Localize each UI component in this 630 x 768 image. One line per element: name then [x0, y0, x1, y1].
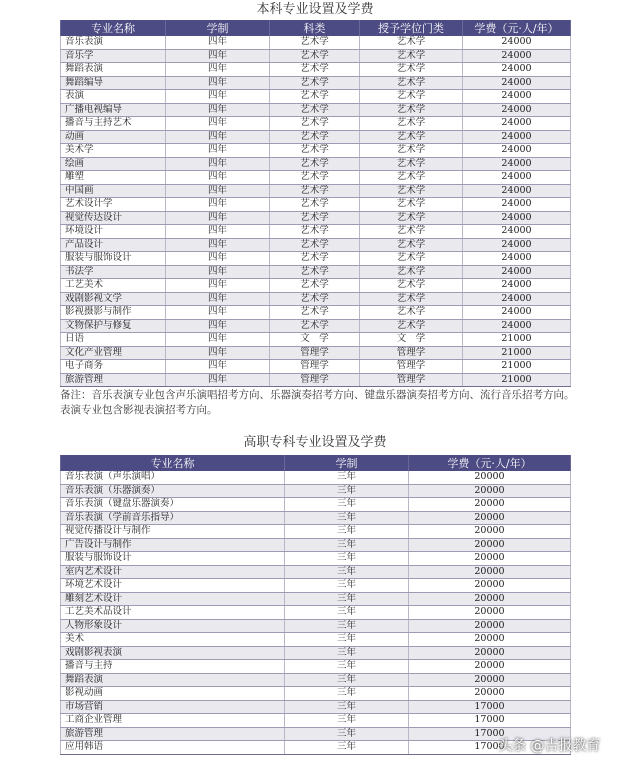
table-row	[61, 484, 571, 498]
cell-tuition: 24000	[463, 171, 571, 185]
cell-tuition: 24000	[463, 103, 571, 117]
cell-duration: 三年	[285, 646, 409, 660]
cell-major: 市场营销	[61, 700, 285, 714]
cell-major: 音乐表演（乐器演奏）	[61, 484, 285, 498]
cell-duration: 三年	[285, 498, 409, 512]
cell-tuition: 20000	[409, 633, 571, 647]
table-row	[61, 184, 571, 198]
cell-duration: 三年	[285, 525, 409, 539]
watermark: 头条 @吉报教育	[498, 738, 601, 754]
cell-degree: 艺术学	[360, 157, 463, 171]
cell-duration: 四年	[166, 171, 270, 185]
cell-major: 艺术设计学	[61, 198, 166, 212]
cell-tuition: 17000	[409, 714, 571, 728]
cell-tuition: 17000	[409, 700, 571, 714]
cell-category: 管理学	[270, 360, 360, 374]
cell-degree: 艺术学	[360, 319, 463, 333]
cell-duration: 四年	[166, 360, 270, 374]
table-row	[61, 714, 571, 728]
cell-major: 绘画	[61, 157, 166, 171]
table-row	[61, 525, 571, 539]
cell-tuition: 24000	[463, 117, 571, 131]
cell-major: 表演	[61, 90, 166, 104]
table-row	[61, 741, 571, 755]
cell-duration: 三年	[285, 552, 409, 566]
cell-tuition: 20000	[409, 687, 571, 701]
cell-degree: 管理学	[360, 373, 463, 387]
cell-degree: 艺术学	[360, 103, 463, 117]
cell-duration: 三年	[285, 660, 409, 674]
table-row	[61, 687, 571, 701]
table-row	[61, 727, 571, 741]
cell-tuition: 24000	[463, 238, 571, 252]
table-row	[61, 76, 571, 90]
cell-degree: 艺术学	[360, 49, 463, 63]
cell-duration: 四年	[166, 279, 270, 293]
cell-duration: 四年	[166, 306, 270, 320]
cell-duration: 四年	[166, 36, 270, 49]
cell-major: 文化产业管理	[61, 346, 166, 360]
table-row	[61, 700, 571, 714]
cell-major: 音乐学	[61, 49, 166, 63]
cell-tuition: 21000	[463, 373, 571, 387]
cell-major: 视觉传达设计	[61, 211, 166, 225]
cell-major: 音乐表演（键盘乐器演奏）	[61, 498, 285, 512]
cell-major: 人物形象设计	[61, 619, 285, 633]
cell-duration: 四年	[166, 184, 270, 198]
cell-major: 中国画	[61, 184, 166, 198]
cell-major: 广播电视编导	[61, 103, 166, 117]
cell-degree: 艺术学	[360, 211, 463, 225]
cell-major: 工艺美术品设计	[61, 606, 285, 620]
cell-major: 音乐表演（学前音乐指导）	[61, 511, 285, 525]
cell-duration: 三年	[285, 565, 409, 579]
cell-tuition: 24000	[463, 319, 571, 333]
cell-degree: 艺术学	[360, 252, 463, 266]
vocational-header-row	[61, 455, 571, 471]
cell-degree: 艺术学	[360, 144, 463, 158]
cell-duration: 四年	[166, 265, 270, 279]
cell-tuition: 20000	[409, 525, 571, 539]
note-line-2: 表演专业包含影视表演招考方向。	[60, 404, 218, 416]
cell-category: 艺术学	[270, 292, 360, 306]
cell-category: 艺术学	[270, 157, 360, 171]
cell-category: 艺术学	[270, 252, 360, 266]
cell-major: 雕塑	[61, 171, 166, 185]
cell-duration: 四年	[166, 333, 270, 347]
table-row	[61, 103, 571, 117]
cell-duration: 三年	[285, 538, 409, 552]
cell-tuition: 20000	[409, 592, 571, 606]
cell-degree: 艺术学	[360, 184, 463, 198]
cell-category: 艺术学	[270, 76, 360, 90]
header-major: 专业名称	[61, 20, 166, 36]
cell-tuition: 20000	[409, 646, 571, 660]
table-row	[61, 538, 571, 552]
header-tuition: 学费（元·人/年）	[463, 20, 571, 36]
cell-tuition: 24000	[463, 211, 571, 225]
vocational-table	[60, 455, 571, 755]
cell-tuition: 24000	[463, 225, 571, 239]
table-row	[61, 292, 571, 306]
cell-tuition: 24000	[463, 198, 571, 212]
cell-degree: 艺术学	[360, 306, 463, 320]
cell-tuition: 24000	[463, 144, 571, 158]
cell-degree: 管理学	[360, 360, 463, 374]
table-row	[61, 346, 571, 360]
cell-tuition: 24000	[463, 157, 571, 171]
table-row	[61, 238, 571, 252]
table-row	[61, 130, 571, 144]
cell-tuition: 24000	[463, 279, 571, 293]
cell-duration: 四年	[166, 63, 270, 77]
cell-major: 美术学	[61, 144, 166, 158]
cell-duration: 三年	[285, 673, 409, 687]
table-row	[61, 265, 571, 279]
cell-major: 广告设计与制作	[61, 538, 285, 552]
cell-category: 艺术学	[270, 144, 360, 158]
cell-duration: 三年	[285, 484, 409, 498]
cell-major: 产品设计	[61, 238, 166, 252]
cell-major: 动画	[61, 130, 166, 144]
cell-degree: 艺术学	[360, 279, 463, 293]
cell-duration: 三年	[285, 687, 409, 701]
cell-category: 艺术学	[270, 198, 360, 212]
table-row	[61, 252, 571, 266]
cell-tuition: 24000	[463, 63, 571, 77]
cell-tuition: 24000	[463, 306, 571, 320]
cell-degree: 艺术学	[360, 198, 463, 212]
header-major: 专业名称	[61, 455, 285, 471]
cell-duration: 四年	[166, 252, 270, 266]
cell-major: 播音与主持	[61, 660, 285, 674]
cell-major: 美术	[61, 633, 285, 647]
table-row	[61, 471, 571, 484]
cell-tuition: 17000	[409, 741, 571, 755]
undergrad-note	[60, 388, 600, 418]
cell-tuition: 24000	[463, 76, 571, 90]
table-row	[61, 117, 571, 131]
cell-tuition: 24000	[463, 49, 571, 63]
cell-major: 舞蹈表演	[61, 673, 285, 687]
cell-major: 旅游管理	[61, 727, 285, 741]
cell-duration: 四年	[166, 144, 270, 158]
cell-major: 工艺美术	[61, 279, 166, 293]
cell-major: 电子商务	[61, 360, 166, 374]
cell-tuition: 20000	[409, 484, 571, 498]
cell-tuition: 24000	[463, 265, 571, 279]
table-row	[61, 606, 571, 620]
vocational-title: 高职专科专业设置及学费	[243, 435, 387, 450]
cell-duration: 四年	[166, 211, 270, 225]
cell-tuition: 20000	[409, 606, 571, 620]
cell-duration: 四年	[166, 238, 270, 252]
cell-major: 播音与主持艺术	[61, 117, 166, 131]
table-row	[61, 373, 571, 387]
cell-duration: 三年	[285, 592, 409, 606]
cell-duration: 三年	[285, 714, 409, 728]
cell-degree: 艺术学	[360, 117, 463, 131]
cell-duration: 四年	[166, 103, 270, 117]
cell-category: 艺术学	[270, 238, 360, 252]
cell-duration: 三年	[285, 606, 409, 620]
cell-category: 艺术学	[270, 279, 360, 293]
undergrad-table	[60, 20, 571, 387]
cell-category: 艺术学	[270, 184, 360, 198]
cell-duration: 四年	[166, 130, 270, 144]
table-row	[61, 198, 571, 212]
cell-category: 艺术学	[270, 211, 360, 225]
cell-tuition: 20000	[409, 552, 571, 566]
table-row	[61, 360, 571, 374]
cell-duration: 四年	[166, 319, 270, 333]
cell-tuition: 20000	[409, 471, 571, 484]
cell-category: 文 学	[270, 333, 360, 347]
header-duration: 学制	[285, 455, 409, 471]
cell-category: 艺术学	[270, 90, 360, 104]
cell-degree: 艺术学	[360, 76, 463, 90]
cell-degree: 艺术学	[360, 292, 463, 306]
cell-major: 影视摄影与制作	[61, 306, 166, 320]
cell-major: 环境设计	[61, 225, 166, 239]
header-degree: 授予学位门类	[360, 20, 463, 36]
cell-major: 舞蹈编导	[61, 76, 166, 90]
cell-tuition: 20000	[409, 619, 571, 633]
cell-tuition: 21000	[463, 360, 571, 374]
cell-major: 戏剧影视文学	[61, 292, 166, 306]
cell-major: 旅游管理	[61, 373, 166, 387]
cell-duration: 三年	[285, 579, 409, 593]
cell-degree: 艺术学	[360, 225, 463, 239]
cell-duration: 三年	[285, 633, 409, 647]
cell-degree: 艺术学	[360, 36, 463, 49]
cell-category: 艺术学	[270, 36, 360, 49]
cell-major: 应用韩语	[61, 741, 285, 755]
cell-duration: 四年	[166, 346, 270, 360]
cell-major: 环境艺术设计	[61, 579, 285, 593]
cell-duration: 四年	[166, 292, 270, 306]
table-row	[61, 279, 571, 293]
cell-duration: 四年	[166, 157, 270, 171]
table-row	[61, 633, 571, 647]
cell-major: 雕刻艺术设计	[61, 592, 285, 606]
cell-duration: 四年	[166, 198, 270, 212]
cell-degree: 艺术学	[360, 90, 463, 104]
table-row	[61, 511, 571, 525]
table-row	[61, 552, 571, 566]
cell-category: 艺术学	[270, 265, 360, 279]
table-row	[61, 144, 571, 158]
cell-major: 服装与服饰设计	[61, 552, 285, 566]
cell-degree: 艺术学	[360, 171, 463, 185]
cell-category: 管理学	[270, 373, 360, 387]
cell-tuition: 20000	[409, 565, 571, 579]
cell-duration: 四年	[166, 117, 270, 131]
cell-major: 书法学	[61, 265, 166, 279]
table-row	[61, 36, 571, 49]
cell-tuition: 21000	[463, 346, 571, 360]
cell-duration: 三年	[285, 700, 409, 714]
cell-major: 工商企业管理	[61, 714, 285, 728]
cell-tuition: 20000	[409, 673, 571, 687]
cell-degree: 管理学	[360, 346, 463, 360]
table-row	[61, 225, 571, 239]
cell-major: 音乐表演（声乐演唱）	[61, 471, 285, 484]
undergrad-header-row	[61, 20, 571, 36]
cell-degree: 艺术学	[360, 265, 463, 279]
header-tuition: 学费（元·人/年）	[409, 455, 571, 471]
cell-duration: 四年	[166, 49, 270, 63]
table-row	[61, 579, 571, 593]
undergrad-title: 本科专业设置及学费	[256, 2, 374, 17]
cell-duration: 四年	[166, 90, 270, 104]
cell-degree: 艺术学	[360, 130, 463, 144]
cell-major: 日语	[61, 333, 166, 347]
table-row	[61, 63, 571, 77]
table-row	[61, 565, 571, 579]
table-row	[61, 498, 571, 512]
cell-category: 艺术学	[270, 49, 360, 63]
cell-major: 影视动画	[61, 687, 285, 701]
cell-category: 艺术学	[270, 306, 360, 320]
table-row	[61, 673, 571, 687]
table-row	[61, 319, 571, 333]
cell-major: 文物保护与修复	[61, 319, 166, 333]
cell-tuition: 24000	[463, 252, 571, 266]
table-row	[61, 49, 571, 63]
cell-tuition: 24000	[463, 130, 571, 144]
cell-duration: 四年	[166, 76, 270, 90]
cell-tuition: 24000	[463, 90, 571, 104]
table-row	[61, 157, 571, 171]
cell-degree: 艺术学	[360, 63, 463, 77]
cell-category: 艺术学	[270, 171, 360, 185]
note-line-1: 备注：音乐表演专业包含声乐演唱招考方向、乐器演奏招考方向、键盘乐器演奏招考方向、流行音乐招考方向。	[60, 389, 575, 401]
table-row	[61, 646, 571, 660]
cell-tuition: 17000	[409, 727, 571, 741]
cell-major: 舞蹈表演	[61, 63, 166, 77]
cell-tuition: 20000	[409, 498, 571, 512]
cell-category: 艺术学	[270, 225, 360, 239]
table-row	[61, 90, 571, 104]
cell-major: 室内艺术设计	[61, 565, 285, 579]
cell-category: 管理学	[270, 346, 360, 360]
cell-category: 艺术学	[270, 130, 360, 144]
cell-duration: 四年	[166, 225, 270, 239]
cell-duration: 三年	[285, 471, 409, 484]
table-row	[61, 171, 571, 185]
cell-major: 视觉传播设计与制作	[61, 525, 285, 539]
cell-tuition: 20000	[409, 579, 571, 593]
cell-tuition: 24000	[463, 292, 571, 306]
cell-category: 艺术学	[270, 103, 360, 117]
cell-tuition: 21000	[463, 333, 571, 347]
table-row	[61, 211, 571, 225]
table-row	[61, 306, 571, 320]
cell-category: 艺术学	[270, 63, 360, 77]
cell-major: 服装与服饰设计	[61, 252, 166, 266]
cell-tuition: 20000	[409, 660, 571, 674]
cell-duration: 三年	[285, 511, 409, 525]
cell-major: 音乐表演	[61, 36, 166, 49]
header-duration: 学制	[166, 20, 270, 36]
cell-tuition: 24000	[463, 36, 571, 49]
cell-degree: 艺术学	[360, 238, 463, 252]
table-row	[61, 333, 571, 347]
header-category: 科类	[270, 20, 360, 36]
cell-category: 艺术学	[270, 117, 360, 131]
cell-tuition: 24000	[463, 184, 571, 198]
table-row	[61, 592, 571, 606]
cell-degree: 文 学	[360, 333, 463, 347]
cell-category: 艺术学	[270, 319, 360, 333]
cell-tuition: 20000	[409, 511, 571, 525]
cell-duration: 三年	[285, 619, 409, 633]
cell-duration: 三年	[285, 727, 409, 741]
table-row	[61, 619, 571, 633]
table-row	[61, 660, 571, 674]
cell-duration: 四年	[166, 373, 270, 387]
cell-major: 戏剧影视表演	[61, 646, 285, 660]
cell-duration: 三年	[285, 741, 409, 755]
cell-tuition: 20000	[409, 538, 571, 552]
